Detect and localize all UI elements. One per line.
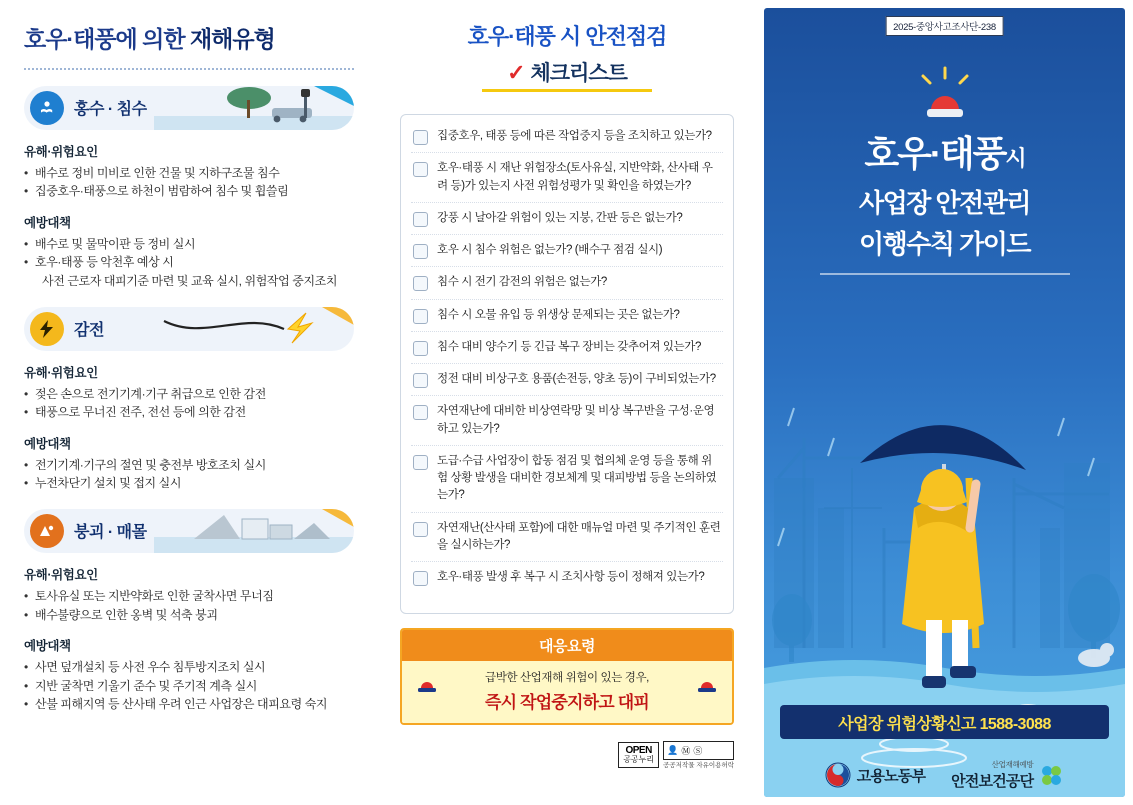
license-icon-strip xyxy=(663,741,734,760)
checklist-title-line2 xyxy=(400,57,734,87)
section-list xyxy=(24,658,354,714)
left-panel xyxy=(0,0,378,805)
kosha-logo xyxy=(951,759,1064,791)
poster-title xyxy=(764,126,1125,275)
license-caption: 공공저작물 자유이용허락 xyxy=(663,762,734,769)
checklist-item-text: 호우·태풍 시 재난 위험장소(토사유실, 지반약화, 산사태 우려 등)가 있는지 사전 위험성평가 및 확인을 하였는가? xyxy=(437,162,713,192)
response-line1: 급박한 산업재해 위험이 있는 경우, xyxy=(485,672,649,684)
list-item: • 태풍으로 무너진 전주, 전선 등에 의한 감전 xyxy=(24,403,354,422)
checklist-item-text: 강풍 시 날아갈 위험이 있는 지붕, 간판 등은 없는가? xyxy=(437,211,683,224)
checklist-title-text: 체크리스트 xyxy=(530,62,627,85)
checklist-item-text: 집중호우, 태풍 등에 따른 작업중지 등을 조치하고 있는가? xyxy=(437,130,712,142)
license-icon-group xyxy=(663,741,734,769)
hazard-header xyxy=(24,307,354,351)
checklist-row[interactable] xyxy=(411,396,723,446)
left-title-strong: 재해유형 xyxy=(189,26,275,52)
checklist-item-text: 침수 시 오물 유입 등 위생상 문제되는 곳은 없는가? xyxy=(437,308,680,321)
left-panel-title xyxy=(24,26,354,54)
no-derivative-icon: Ⓢ xyxy=(693,746,703,756)
hazard-section xyxy=(24,142,354,201)
checkbox[interactable] xyxy=(413,309,428,324)
list-item: • 산불 피해지역 등 산사태 우려 인근 사업장은 대피요령 숙지 xyxy=(24,695,354,714)
list-item: • 사면 덮개설치 등 사전 우수 침투방지조치 실시 xyxy=(24,658,354,677)
cover-poster xyxy=(764,8,1125,797)
list-item: • 배수로 및 물막이판 등 정비 실시 xyxy=(24,235,354,254)
list-item-continuation: 사전 근로자 대피기준 마련 및 교육 실시, 위험작업 중지조치 xyxy=(42,273,338,288)
hazard-section xyxy=(24,636,354,714)
hazard-section xyxy=(24,363,354,422)
checklist-item-text: 호우 시 침수 위험은 없는가? (배수구 점검 실시) xyxy=(437,244,663,256)
checklist-row[interactable] xyxy=(411,364,723,396)
hazard-section xyxy=(24,565,354,624)
checkbox[interactable] xyxy=(413,405,428,420)
poster-title-line3: 이행수칙 가이드 xyxy=(858,229,1031,259)
check-mark-icon: ✓ xyxy=(507,60,525,85)
response-heading: 대응요령 xyxy=(402,630,732,661)
checklist-title-line1: 호우·태풍 시 안전점검 xyxy=(467,24,667,49)
response-line2: 즉시 작업중지하고 대피 xyxy=(484,693,650,712)
checklist-item-text: 자연재난(산사태 포함)에 대한 매뉴얼 마련 및 주기적인 훈련을 실시하는가? xyxy=(437,521,721,551)
checkbox[interactable] xyxy=(413,244,428,259)
checkbox[interactable] xyxy=(413,130,428,145)
no-commercial-icon: Ⓜ xyxy=(681,746,691,756)
flood-illustration xyxy=(154,86,354,130)
checklist-item-text: 도급·수급 사업장이 합동 점검 및 협의체 운영 등을 통해 위험 상황 발생을 대비한 경보체계 및 대피방법 등을 논의하였는가? xyxy=(437,454,717,502)
checklist-row[interactable] xyxy=(411,300,723,332)
collapse-illustration xyxy=(154,509,354,553)
poster-title-line2: 사업장 안전관리 xyxy=(858,188,1031,218)
ministry-logo-label: 고용노동부 xyxy=(856,767,926,785)
ministry-logo xyxy=(825,762,925,788)
section-list xyxy=(24,235,354,291)
poster-title-line1 xyxy=(764,126,1125,177)
checklist-row[interactable] xyxy=(411,235,723,267)
logo-row xyxy=(764,759,1125,791)
checklist-row[interactable] xyxy=(411,446,723,513)
checkbox[interactable] xyxy=(413,341,428,356)
checklist-row[interactable] xyxy=(411,121,723,153)
checklist-item-text: 자연재난에 대비한 비상연락망 및 비상 복구반을 구성·운영하고 있는가? xyxy=(437,405,715,435)
list-item-text: 호우·태풍 등 악천후 예상 시 xyxy=(35,255,174,270)
checkbox[interactable] xyxy=(413,522,428,537)
section-heading: 예방대책 xyxy=(24,436,71,451)
list-item: • 젖은 손으로 전기기계·기구 취급으로 인한 감전 xyxy=(24,385,354,404)
siren-icon xyxy=(416,675,438,693)
section-heading: 예방대책 xyxy=(24,639,71,654)
checkbox[interactable] xyxy=(413,373,428,388)
checklist-box xyxy=(400,114,734,614)
taegeuk-icon xyxy=(825,762,851,788)
open-badge xyxy=(618,742,659,768)
kosha-mark-icon xyxy=(1038,762,1064,788)
person-icon: 👤 xyxy=(667,745,679,755)
emergency-beacon-icon xyxy=(915,66,975,118)
poster-title-main: 호우·태풍 xyxy=(864,133,1006,174)
list-item: • 지반 굴착면 기울기 준수 및 주기적 계측 실시 xyxy=(24,677,354,696)
poster-title-suffix: 시 xyxy=(1005,146,1025,171)
right-panel xyxy=(756,0,1133,805)
title-rule xyxy=(24,68,354,70)
checklist-item-text: 호우·태풍 발생 후 복구 시 조치사항 등이 정해져 있는가? xyxy=(437,571,705,583)
open-label: OPEN xyxy=(625,745,652,757)
section-heading: 예방대책 xyxy=(24,215,71,230)
hazard-header xyxy=(24,509,354,553)
hazard-block-flood xyxy=(24,86,354,291)
section-list xyxy=(24,385,354,422)
poster-title-rule xyxy=(820,273,1070,275)
open-license-footer xyxy=(400,741,734,769)
electric-shock-icon xyxy=(30,312,64,346)
checklist-row[interactable] xyxy=(411,332,723,364)
checklist-row[interactable] xyxy=(411,562,723,593)
checklist-row[interactable] xyxy=(411,513,723,563)
checklist-row[interactable] xyxy=(411,267,723,299)
hazard-section xyxy=(24,434,354,493)
hazard-label: 붕괴 · 매몰 xyxy=(74,524,147,542)
list-item: • 배수불량으로 인한 옹벽 및 석축 붕괴 xyxy=(24,606,354,625)
checkbox[interactable] xyxy=(413,212,428,227)
list-item: • 누전차단기 설치 및 접지 실시 xyxy=(24,474,354,493)
section-heading: 유해·위험요인 xyxy=(24,567,98,582)
checkbox[interactable] xyxy=(413,162,428,177)
kosha-logo-label: 안전보건공단 xyxy=(951,773,1034,790)
list-item: • 집중호우·태풍으로 하천이 범람하여 침수 및 휩쓸림 xyxy=(24,182,354,201)
checklist-item-text: 침수 대비 양수기 등 긴급 복구 장비는 갖추어져 있는가? xyxy=(437,340,701,353)
checklist-row[interactable] xyxy=(411,203,723,235)
hazard-section xyxy=(24,213,354,291)
left-title-plain: 호우·태풍에 의한 xyxy=(24,26,190,52)
list-item: • 전기기계·기구의 절연 및 충전부 방호조치 실시 xyxy=(24,456,354,475)
siren-icon xyxy=(696,675,718,693)
list-item xyxy=(24,253,354,290)
electric-illustration xyxy=(154,307,354,351)
list-item: • 배수로 정비 미비로 인한 건물 및 지하구조물 침수 xyxy=(24,164,354,183)
collapse-icon xyxy=(30,514,64,548)
checklist-item-text: 정전 대비 비상구호 용품(손전등, 양초 등)이 구비되었는가? xyxy=(437,373,716,385)
checklist-item-text: 침수 시 전기 감전의 위험은 없는가? xyxy=(437,276,607,289)
hotline-banner: 사업장 위험상황신고 1588-3088 xyxy=(780,705,1109,739)
document-code-tag: 2025-중앙사고조사단-238 xyxy=(885,16,1004,36)
open-sub-label: 공공누리 xyxy=(623,755,655,765)
hazard-label: 홍수 · 침수 xyxy=(74,101,147,119)
list-item: • 토사유실 또는 지반약화로 인한 굴착사면 무너짐 xyxy=(24,587,354,606)
checkbox[interactable] xyxy=(413,455,428,470)
checkbox[interactable] xyxy=(413,276,428,291)
title-underline xyxy=(482,89,652,92)
response-body xyxy=(402,661,732,723)
flood-icon xyxy=(30,91,64,125)
kosha-logo-sub: 산업재해예방 xyxy=(991,760,1034,769)
section-heading: 유해·위험요인 xyxy=(24,144,98,159)
section-list xyxy=(24,456,354,493)
section-list xyxy=(24,587,354,624)
hazard-block-electric-shock xyxy=(24,307,354,493)
checklist-row[interactable] xyxy=(411,153,723,203)
response-box xyxy=(400,628,734,725)
section-heading: 유해·위험요인 xyxy=(24,365,98,380)
middle-panel xyxy=(378,0,756,805)
section-list xyxy=(24,164,354,201)
hazard-label: 감전 xyxy=(74,322,104,340)
hazard-header xyxy=(24,86,354,130)
checkbox[interactable] xyxy=(413,571,428,586)
hazard-block-collapse xyxy=(24,509,354,714)
